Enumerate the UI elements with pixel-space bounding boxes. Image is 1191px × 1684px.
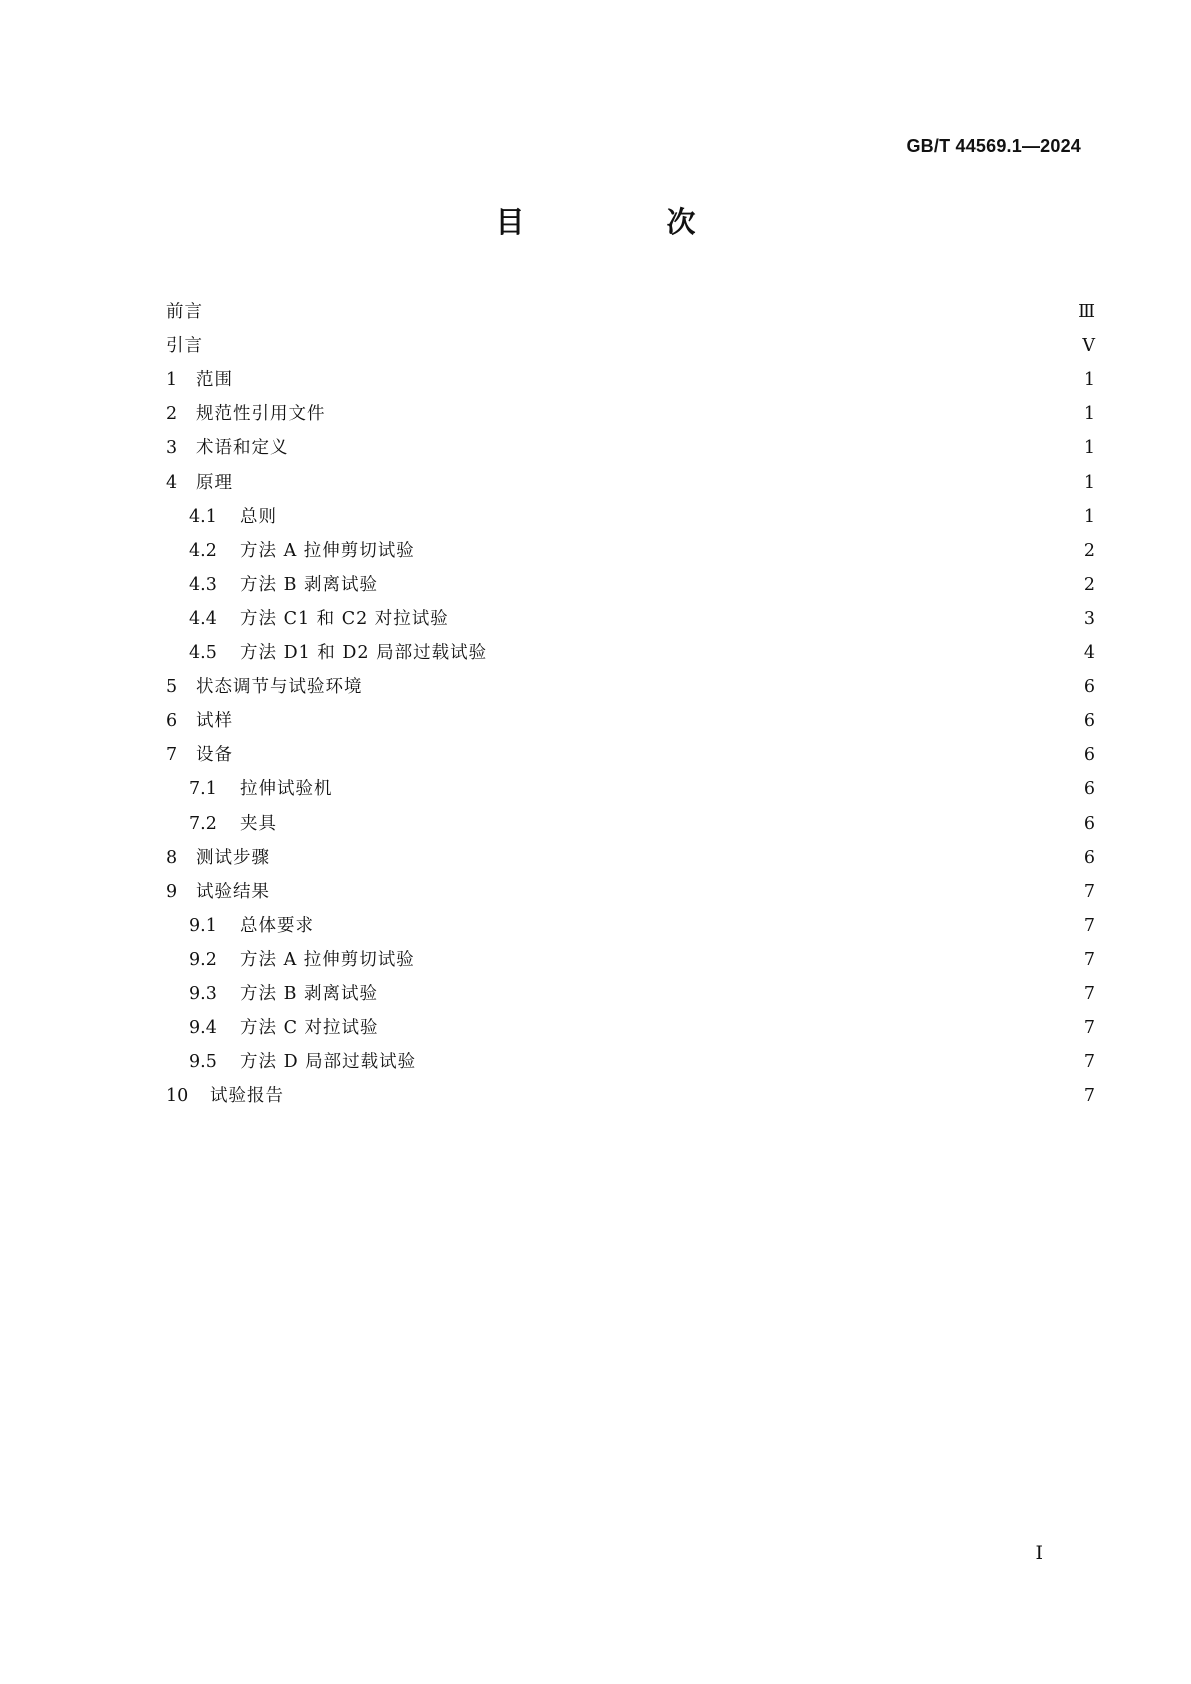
toc-entry[interactable] <box>166 328 1095 364</box>
dot-leader <box>293 499 1071 535</box>
toc-entry-page: 7 <box>1083 1086 1095 1107</box>
toc-entry[interactable] <box>189 976 1095 1012</box>
toc-entry-number: 7 <box>166 745 178 766</box>
toc-entry[interactable] <box>166 294 1095 330</box>
toc-entry[interactable] <box>166 737 1095 773</box>
toc-entry[interactable] <box>166 430 1095 466</box>
toc-entry-page: 4 <box>1083 643 1095 663</box>
toc-entry-page: 7 <box>1083 915 1095 936</box>
toc-entry-number: 5 <box>166 677 178 698</box>
toc-entry-title: 原理 <box>196 472 233 493</box>
dot-leader <box>342 396 1072 432</box>
toc-entry-page: 1 <box>1083 506 1095 527</box>
toc-entry-title: 方法 D1 和 D2 局部过载试验 <box>240 643 488 663</box>
toc-entry-number: 4.5 <box>189 643 217 663</box>
dot-leader <box>349 771 1072 807</box>
toc-entry-title: 方法 B 剥离试验 <box>240 574 378 595</box>
dot-leader <box>249 703 1071 739</box>
toc-entry-page: 6 <box>1083 745 1095 766</box>
toc-entry-title: 状态调节与试验环境 <box>196 677 363 698</box>
dot-leader <box>249 362 1071 398</box>
toc-entry-title: 规范性引用文件 <box>196 404 326 425</box>
toc-entry[interactable] <box>189 635 1095 671</box>
toc-entry-number: 7.1 <box>189 779 217 800</box>
toc-entry-number: 4.3 <box>189 574 217 595</box>
dot-leader <box>219 328 1071 364</box>
toc-entry-number: 10 <box>166 1086 189 1107</box>
toc-entry-page: 7 <box>1083 1018 1095 1039</box>
toc-entry[interactable] <box>166 874 1095 910</box>
toc-entry-page: Ⅲ <box>1078 302 1095 322</box>
toc-entry[interactable] <box>189 942 1095 978</box>
toc-entry-number: 9.2 <box>189 949 217 970</box>
toc-entry[interactable] <box>189 601 1095 637</box>
dot-leader <box>503 635 1071 671</box>
toc-entry[interactable] <box>189 499 1095 535</box>
toc-entry[interactable] <box>166 1078 1095 1114</box>
toc-entry-number: 9.3 <box>189 984 217 1004</box>
dot-leader <box>465 601 1071 637</box>
dot-leader <box>395 1010 1071 1046</box>
toc-entry[interactable] <box>189 806 1095 842</box>
dot-leader <box>330 908 1071 944</box>
toc-entry-page: 6 <box>1083 711 1095 732</box>
dot-leader <box>249 465 1071 501</box>
toc-entry[interactable] <box>166 669 1095 705</box>
toc-entry-page: 1 <box>1083 472 1095 493</box>
toc-entry-title: 试验结果 <box>196 881 270 902</box>
toc-entry[interactable] <box>189 908 1095 944</box>
toc-entry-title: 方法 C1 和 C2 对拉试验 <box>240 608 449 629</box>
toc-entry-page: 3 <box>1083 608 1095 629</box>
toc-entry[interactable] <box>189 1044 1095 1080</box>
dot-leader <box>293 806 1071 842</box>
standard-code: GB/T 44569.1—2024 <box>906 136 1081 156</box>
toc-entry-number: 1 <box>166 370 178 391</box>
toc-entry-number: 2 <box>166 404 178 425</box>
toc-entry-page: 7 <box>1083 949 1095 970</box>
toc-entry-number: 7.2 <box>189 813 217 834</box>
toc-entry[interactable] <box>166 840 1095 876</box>
toc-entry-title: 设备 <box>196 745 233 766</box>
toc-entry-number: 3 <box>166 438 178 459</box>
toc-entry[interactable] <box>166 703 1095 739</box>
toc-entry-title: 前言 <box>166 302 203 322</box>
toc-entry-page: 1 <box>1083 438 1095 459</box>
dot-leader <box>305 430 1072 466</box>
dot-leader <box>300 1078 1071 1114</box>
dot-leader <box>431 942 1071 978</box>
dot-leader <box>431 533 1071 569</box>
toc-entry-number: 4.1 <box>189 506 217 527</box>
toc-entry-page: 6 <box>1083 847 1095 868</box>
toc-entry-number: 9.1 <box>189 915 217 936</box>
toc-entry-page: 6 <box>1083 813 1095 834</box>
toc-entry-page: 7 <box>1083 1052 1095 1073</box>
dot-leader <box>432 1044 1071 1080</box>
toc-entry-title: 总体要求 <box>240 915 314 936</box>
toc-entry-title: 范围 <box>196 370 233 391</box>
toc-entry-page: 1 <box>1083 370 1095 391</box>
toc-entry-title: 方法 B 剥离试验 <box>240 984 378 1004</box>
toc-entry-page: 2 <box>1083 574 1095 595</box>
toc-entry-page: Ⅴ <box>1082 336 1095 357</box>
toc-entry-page: 6 <box>1083 779 1095 800</box>
page-title: 目 次 <box>495 205 762 239</box>
toc-entry-number: 4.4 <box>189 608 217 629</box>
toc-entry-title: 试验报告 <box>210 1086 284 1107</box>
toc-entry-title: 夹具 <box>240 813 277 834</box>
toc-entry-page: 7 <box>1083 984 1095 1004</box>
toc-entry[interactable] <box>189 1010 1095 1046</box>
toc-entry[interactable] <box>189 567 1095 603</box>
dot-leader <box>219 294 1068 330</box>
toc-entry-page: 2 <box>1083 540 1095 561</box>
toc-entry[interactable] <box>189 533 1095 569</box>
toc-entry-number: 6 <box>166 711 178 732</box>
toc-entry-page: 7 <box>1083 881 1095 902</box>
toc-entry-number: 9.4 <box>189 1018 217 1039</box>
toc-entry-title: 方法 A 拉伸剪切试验 <box>240 540 415 561</box>
toc-entry-title: 方法 D 局部过载试验 <box>240 1052 417 1073</box>
dot-leader <box>394 976 1071 1012</box>
toc-entry[interactable] <box>189 771 1095 807</box>
toc-entry-number: 4 <box>166 472 178 493</box>
toc-entry-number: 8 <box>166 847 178 868</box>
toc-entry-number: 9 <box>166 881 178 902</box>
dot-leader <box>286 840 1071 876</box>
toc-entry-title: 方法 A 拉伸剪切试验 <box>240 949 415 970</box>
toc-entry-title: 术语和定义 <box>196 438 289 459</box>
toc-entry-page: 1 <box>1083 404 1095 425</box>
page-number: Ⅰ <box>1035 1542 1043 1564</box>
dot-leader <box>286 874 1071 910</box>
toc-entry[interactable] <box>166 396 1095 432</box>
toc-entry[interactable] <box>166 362 1095 398</box>
toc-entry[interactable] <box>166 465 1095 501</box>
dot-leader <box>379 669 1072 705</box>
toc-entry-title: 测试步骤 <box>196 847 270 868</box>
dot-leader <box>249 737 1071 773</box>
toc-entry-title: 引言 <box>166 336 203 357</box>
toc-entry-title: 试样 <box>196 711 233 732</box>
toc-entry-title: 方法 C 对拉试验 <box>240 1018 379 1039</box>
dot-leader <box>394 567 1071 603</box>
toc-entry-number: 9.5 <box>189 1052 217 1073</box>
toc-entry-title: 拉伸试验机 <box>240 779 333 800</box>
toc-entry-title: 总则 <box>240 506 277 527</box>
toc-entry-page: 6 <box>1083 677 1095 698</box>
toc-entry-number: 4.2 <box>189 540 217 561</box>
